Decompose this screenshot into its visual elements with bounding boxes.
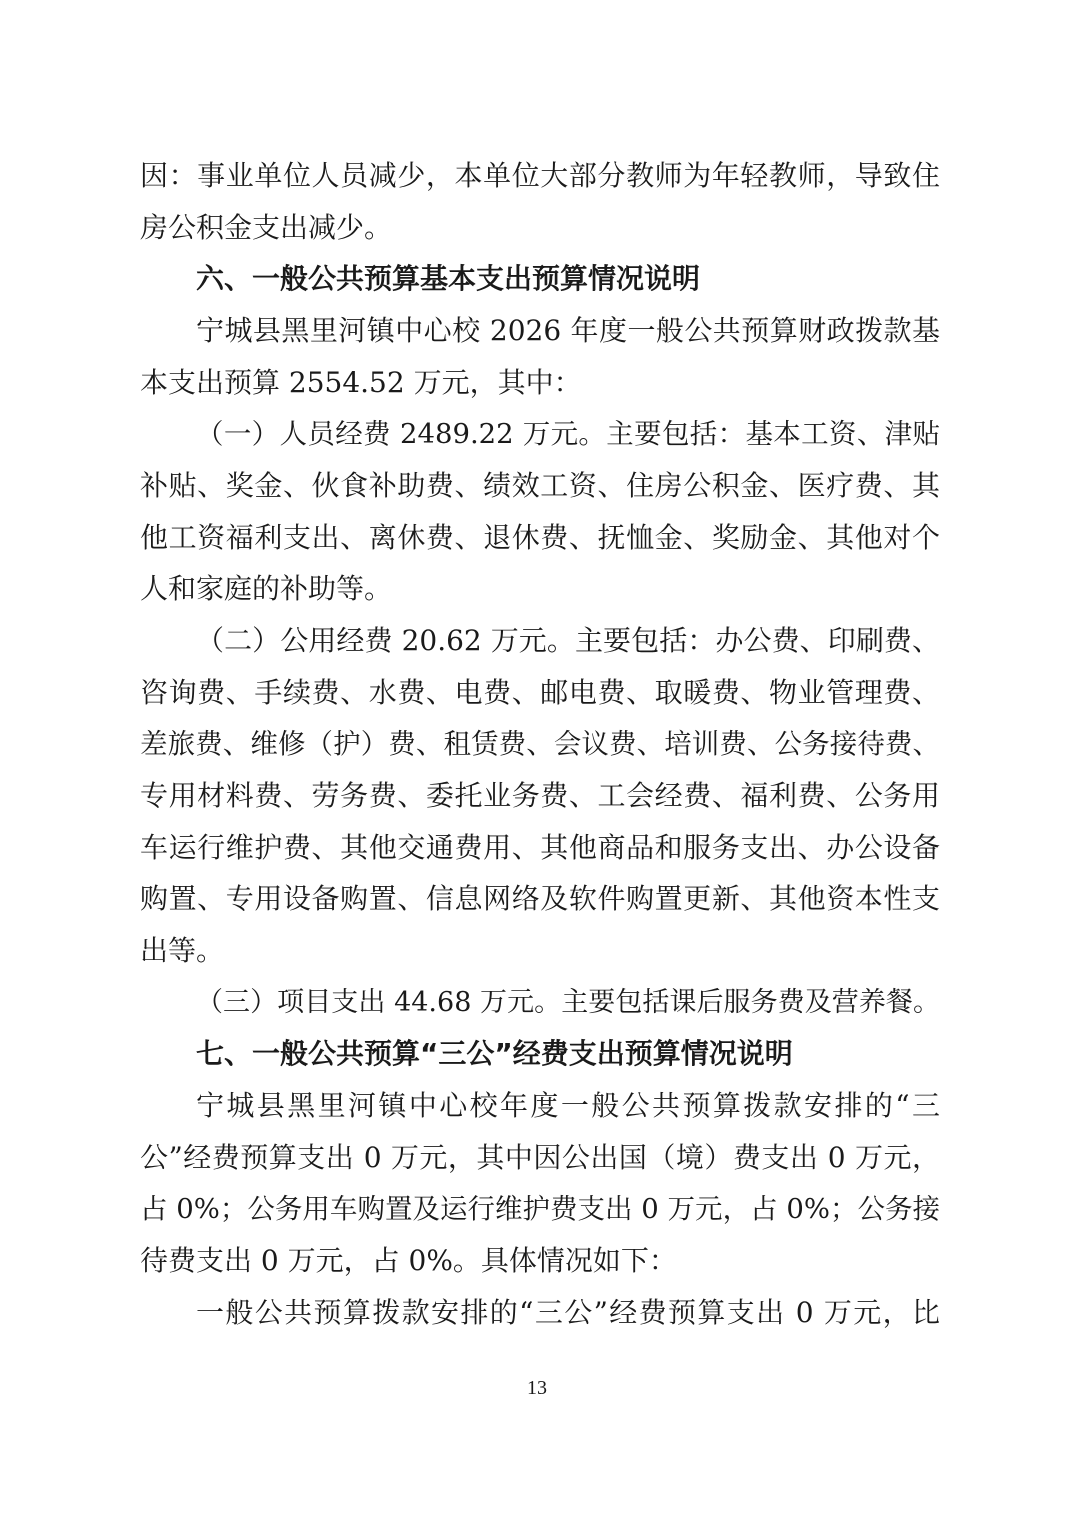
section-heading-7: 七、一般公共预算“三公”经费支出预算情况说明 [196, 1037, 793, 1070]
body-text-line: 专用材料费、劳务费、委托业务费、工会经费、福利费、公务用 [140, 779, 940, 812]
body-text-line: 因：事业单位人员减少，本单位大部分教师为年轻教师，导致住 [140, 159, 940, 192]
body-text-line: 差旅费、维修（护）费、租赁费、会议费、培训费、公务接待费、 [140, 728, 940, 760]
section-heading-6: 六、一般公共预算基本支出预算情况说明 [196, 262, 701, 295]
body-text-line: 本支出预算 2554.52 万元，其中： [140, 366, 582, 399]
body-text-line: 占 0%；公务用车购置及运行维护费支出 0 万元，占 0%；公务接 [140, 1193, 940, 1225]
body-text-line: 待费支出 0 万元，占 0%。具体情况如下： [140, 1244, 677, 1277]
body-text-line: 他工资福利支出、离休费、退休费、抚恤金、奖励金、其他对个 [140, 521, 940, 554]
body-text-line: 购置、专用设备购置、信息网络及软件购置更新、其他资本性支 [140, 882, 940, 915]
body-text-line: 房公积金支出减少。 [140, 211, 393, 244]
body-text-line: 宁城县黑里河镇中心校 2026 年度一般公共预算财政拨款基 [196, 314, 940, 347]
body-text-line: 人和家庭的补助等。 [140, 572, 393, 605]
body-text-line: 车运行维护费、其他交通费用、其他商品和服务支出、办公设备 [140, 831, 940, 864]
body-text-line: 补贴、奖金、伙食补助费、绩效工资、住房公积金、医疗费、其 [140, 469, 940, 502]
body-text-line: （一）人员经费 2489.22 万元。主要包括：基本工资、津贴 [196, 418, 940, 450]
body-text-line: 出等。 [140, 934, 225, 967]
body-text-line: 一般公共预算拨款安排的“三公”经费预算支出 0 万元，比 [196, 1296, 940, 1329]
body-text-line: 公”经费预算支出 0 万元，其中因公出国（境）费支出 0 万元， [140, 1141, 940, 1174]
body-text-line: （三）项目支出 44.68 万元。主要包括课后服务费及营养餐。 [196, 987, 940, 1018]
body-text-line: 宁城县黑里河镇中心校年度一般公共预算拨款安排的“三 [196, 1089, 940, 1122]
body-text-line: 咨询费、手续费、水费、电费、邮电费、取暖费、物业管理费、 [140, 676, 940, 709]
body-text-line: （二）公用经费 20.62 万元。主要包括：办公费、印刷费、 [196, 624, 940, 657]
page-number: 13 [527, 1377, 547, 1399]
